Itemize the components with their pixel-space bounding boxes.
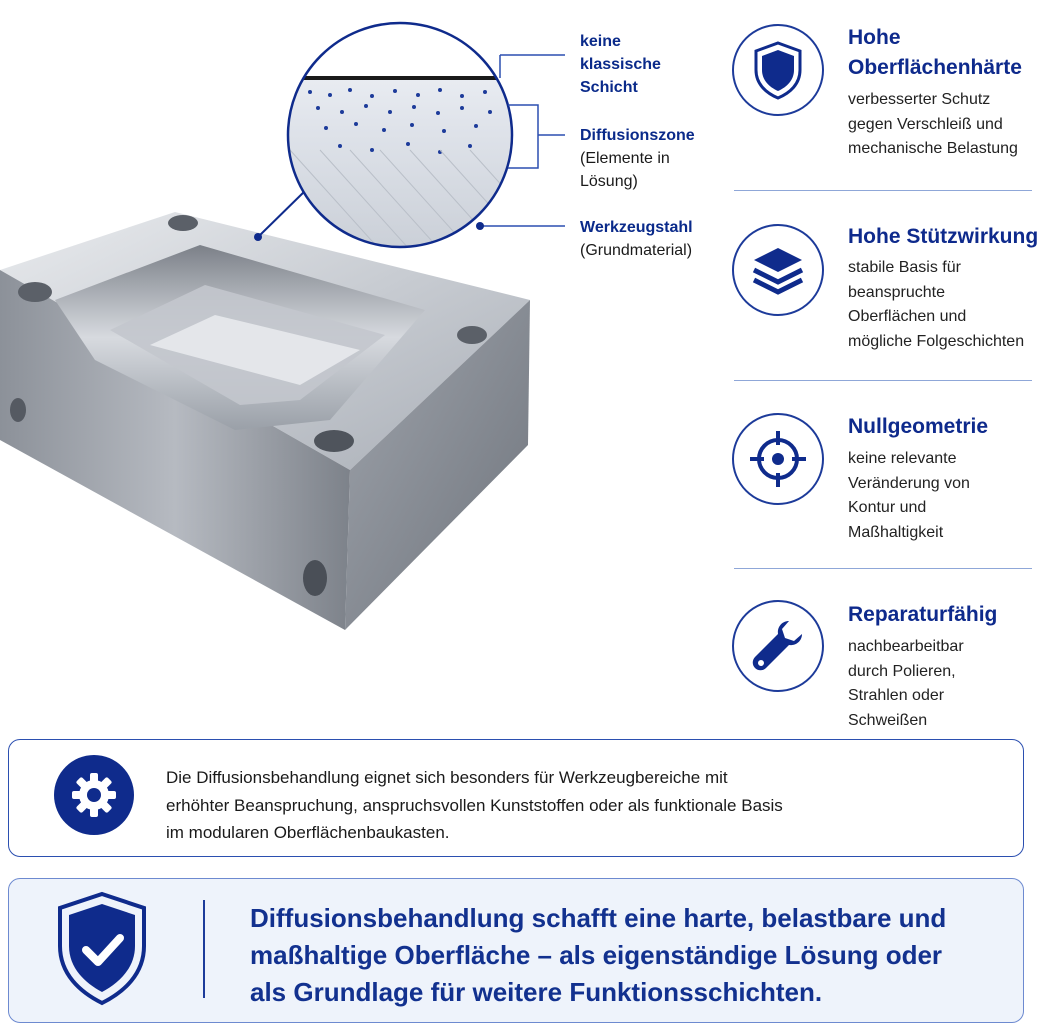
feature-title-zero-geometry: Nullgeometrie: [848, 415, 989, 438]
info-text: Die Diffusionsbehandlung eignet sich besonders für Werkzeugbereiche mit erhöhter Beanspruchung, anspruchsvollen Kunststoffen oder als funktionale Basis im modularen Oberflächenbaukasten.: [166, 768, 783, 842]
shield-icon: [732, 24, 824, 116]
summary-separator: [203, 900, 205, 998]
crosshair-icon: [732, 413, 824, 505]
feature-desc-zero-geometry: keine relevante Veränderung von Kontur und Maßhaltigkeit: [848, 450, 970, 541]
feature-desc-support: stabile Basis für beanspruchte Oberflächen und mögliche Folgeschichten: [848, 259, 1025, 350]
divider: [734, 380, 1032, 381]
divider: [734, 568, 1032, 569]
shield-check-icon: [54, 890, 150, 1008]
label-surface: keine klassische Schicht: [580, 33, 661, 96]
feature-desc-repairable: nachbearbeitbar durch Polieren, Strahlen oder Schweißen: [848, 638, 964, 729]
wrench-icon: [732, 600, 824, 692]
label-diffusion-zone: Diffusionszone (Elemente in Lösung): [580, 127, 695, 190]
layers-icon: [732, 224, 824, 316]
mold-illustration: [0, 0, 720, 720]
feature-desc-hardness: verbesserter Schutz gegen Verschleiß und mechanische Belastung: [848, 91, 1018, 157]
divider: [734, 190, 1032, 191]
label-tool-steel: Werkzeugstahl (Grundmaterial): [580, 219, 693, 259]
summary-text: Diffusionsbehandlung schafft eine harte, belastbare und maßhaltige Oberfläche – als eigenständige Lösung oder als Grundlage für weitere Funktionsschichten.: [250, 903, 947, 1007]
feature-title-hardness: Hohe Oberflächenhärte: [848, 26, 1022, 79]
feature-title-repairable: Reparaturfähig: [848, 603, 998, 626]
gear-icon: [54, 755, 134, 835]
feature-title-support: Hohe Stützwirkung: [848, 225, 1039, 248]
